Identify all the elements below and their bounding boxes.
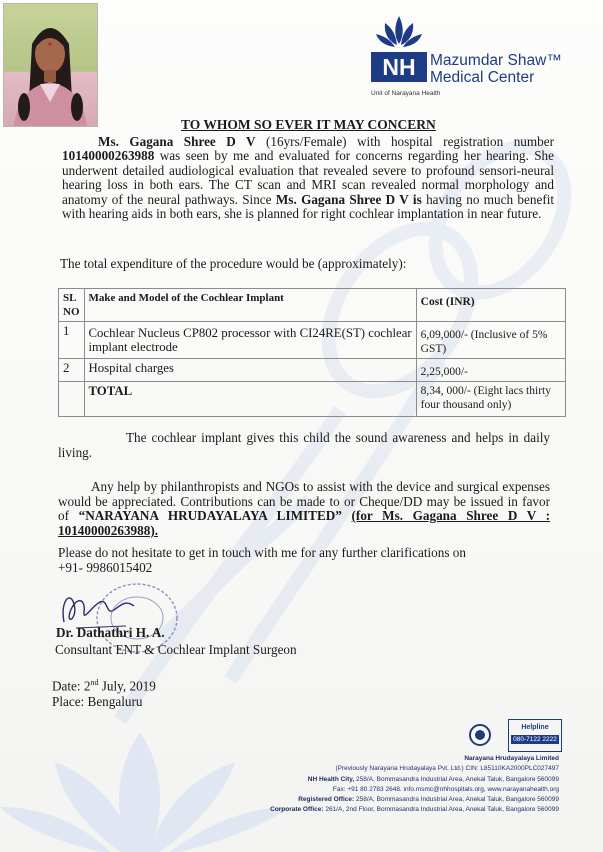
svg-text:NH: NH xyxy=(382,54,416,80)
hospital-logo xyxy=(368,14,568,100)
patient-name-repeat: Ms. Gagana Shree D V is xyxy=(275,191,422,207)
payee-name: “NARAYANA HRUDAYALAYA LIMITED” xyxy=(78,508,342,524)
date-label: Date: 2 xyxy=(52,678,91,694)
phone-number: +91- 9986015402 xyxy=(58,560,153,575)
doctor-designation: Consultant ENT & Cochlear Implant Surgeon xyxy=(55,642,297,657)
footer-line5: Corporate Office: 261/A, 2nd Floor, Bommasandra Industrial Area, Anekal Taluk, Bangalore 560099 xyxy=(270,806,559,814)
intro-paragraph xyxy=(62,135,554,221)
letter-date xyxy=(52,678,156,694)
cost-table xyxy=(58,288,566,417)
date-suffix: nd xyxy=(90,678,99,687)
footer-badges xyxy=(468,719,562,751)
doctor-name: Dr. Dathathri H. A. xyxy=(56,625,165,640)
footer-line3: Fax: +91 80 2783 2648. info.msmc@nhhospitals.org, www.narayanahealth.org xyxy=(332,785,559,793)
row-item: Cochlear Nucleus CP802 processor with CI24RE(ST) cochlear implant electrode xyxy=(84,322,416,359)
header-sl: SL NO xyxy=(59,289,85,322)
row-item: Hospital charges xyxy=(84,359,416,382)
helpline-number: 080-7122 2222 xyxy=(511,735,559,744)
patient-age-sex: (16yrs/Female) with hospital registration number xyxy=(266,134,554,149)
table-row xyxy=(59,322,566,359)
hospital-name-line1: Mazumdar Shaw™ xyxy=(430,52,562,69)
footer-line2: NH Health City, 258/A, Bommasandra Industrial Area, Anekal Taluk, Bangalore 560099 xyxy=(307,775,559,783)
contact-line: Please do not hesitate to get in touch with me for any further clarifications on xyxy=(58,545,466,560)
beneficiary-details: (for Ms. Gagana Shree D V : 10140000263988). xyxy=(58,508,551,538)
patient-photo xyxy=(3,3,98,127)
accreditation-icon xyxy=(468,723,492,751)
header-cost: Cost (INR) xyxy=(416,289,565,322)
benefit-paragraph: The cochlear implant gives this child the sound awareness and helps in daily living. xyxy=(58,430,550,460)
row-cost: 6,09,000/- (Inclusive of 5% GST) xyxy=(416,322,565,359)
date-rest: July, 2019 xyxy=(98,678,156,694)
row-sl: 2 xyxy=(59,359,85,382)
intro-text-a: was seen by me and evaluated for concerns regarding her hearing. She underwent detailed audiological evaluation that revealed severe to profound sensori-neural hearing loss in both ears. The CT scan and MRI scan revealed normal morphology and anatomy of the neural pathways. Since xyxy=(62,148,554,207)
footer-company: Narayana Hrudayalaya Limited xyxy=(464,755,559,762)
letter-title: TO WHOM SO EVER IT MAY CONCERN xyxy=(181,117,436,132)
row-sl: 1 xyxy=(59,322,85,359)
row-cost: 2,25,000/- xyxy=(416,359,565,382)
hospital-unit: Unit of Narayana Health xyxy=(371,90,441,97)
registration-number: 10140000263988 xyxy=(62,148,155,164)
table-header-row xyxy=(59,289,566,322)
donation-text: Any help by philanthropists and NGOs to assist with the device and surgical expenses would be appreciated. Contributions can be made to or Cheque/DD may be issued in favor of xyxy=(58,479,550,524)
footer-line4: Registered Office: 258/A, Bommasandra Industrial Area, Anekal Taluk, Bangalore 560099 xyxy=(298,796,559,804)
header-item: Make and Model of the Cochlear Implant xyxy=(84,289,416,322)
intro-text-b: having no much benefit with hearing aids in both ears, she is planned for right cochlear implantation in near future. xyxy=(62,191,555,222)
table-total-row xyxy=(59,382,566,417)
total-cost: 8,34, 000/- (Eight lacs thirty four thousand only) xyxy=(416,382,565,417)
hospital-name-line2: Medical Center xyxy=(430,69,535,86)
letter-place: Place: Bengaluru xyxy=(52,694,143,709)
footer-line1: (Previously Narayana Hrudayalaya Pvt. Ltd.) CIN: L85110KA2000PLC027497 xyxy=(335,765,559,773)
patient-name: Ms. Gagana Shree D V xyxy=(98,134,256,149)
helpline-label: Helpline xyxy=(521,724,549,731)
footer-address xyxy=(239,754,559,816)
expenditure-line: The total expenditure of the procedure would be (approximately): xyxy=(60,256,407,271)
table-row xyxy=(59,359,566,382)
total-label: TOTAL xyxy=(84,382,416,417)
donation-paragraph xyxy=(58,480,550,538)
helpline-badge xyxy=(508,719,562,752)
